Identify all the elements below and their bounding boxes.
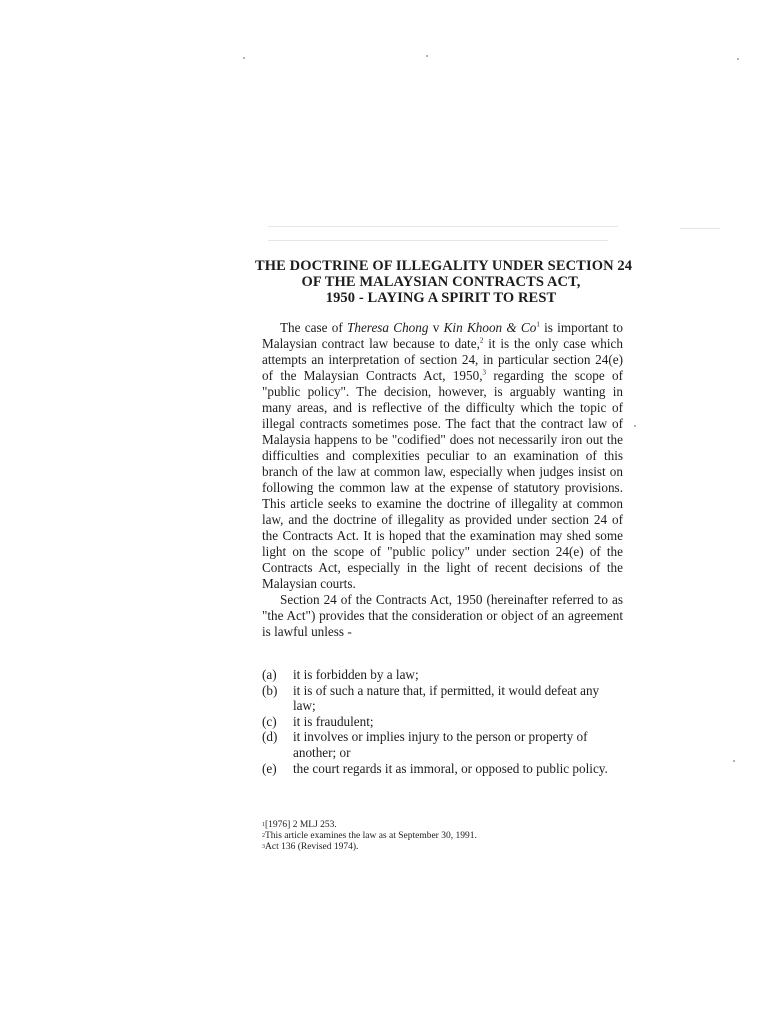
title-line-2: OF THE MALAYSIAN CONTRACTS ACT,: [301, 274, 581, 290]
title-line-1: THE DOCTRINE OF ILLEGALITY UNDER SECTION 24: [255, 258, 633, 274]
footnote-text: [1976] 2 MLJ 253.: [265, 820, 337, 830]
condition-label: (a): [262, 667, 277, 682]
footnote: [262, 820, 623, 831]
footnote-mark: 3: [262, 844, 265, 850]
condition-text: it is fraudulent;: [293, 713, 374, 729]
footnote-mark: 1: [262, 822, 265, 828]
footnote-ref-1: 1: [536, 320, 540, 329]
case-party-2: Kin Khoon & Co: [443, 320, 537, 335]
intro-paragraph: The case of Theresa Chong v Kin Khoon & Co$^1$ is important to Malaysian contract law because to date,$^2$ it is the only case which attempts an interpretation of section 24, in particular section 24(e) of the Malaysian Contracts Act, 1950,$^3$ regarding the scope of "public policy". The decision, however, is arguably wanting in many areas, and is reflective of the difficulty which the topic of illegal contracts sometimes pose. The fact that the contract law of Malaysia happens to be "codified" does not necessarily iron out the difficulties and complexities peculiar to an examination of this branch of the law at common law, especially when judges insist on following the common law at the expense of statutory provisions. This article seeks to examine the doctrine of illegality at common law, and the doctrine of illegality as provided under section 24 of the Contracts Act. It is hoped that the examination may shed some light on the scope of "public policy" under section 24(e) of the Contracts Act, especially in the light of recent decisions of the Malaysian courts.: [262, 320, 623, 591]
bleed-through-line: [680, 228, 720, 229]
case-party-1: Theresa Chong: [347, 320, 429, 335]
scan-speck: [634, 425, 636, 427]
condition-label: (b): [262, 682, 278, 698]
condition-label: (c): [262, 713, 277, 729]
scan-speck: [426, 55, 428, 57]
scan-speck: [243, 57, 245, 59]
footnote-text: This article examines the law as at September 30, 1991.: [265, 831, 477, 841]
bleed-through-line: [268, 226, 618, 227]
condition-item: [262, 761, 623, 777]
condition-label: (d): [262, 729, 278, 745]
footnote-ref-2: 2: [479, 336, 484, 345]
condition-item: [262, 714, 623, 730]
condition-item: [262, 729, 623, 760]
condition-text: it is of such a nature that, if permitted, it would defeat any law;: [293, 682, 600, 714]
condition-item: [262, 683, 623, 714]
condition-item: [262, 667, 623, 683]
article-body: [262, 320, 623, 640]
footnote-ref-3: 3: [482, 368, 487, 377]
condition-text: it is forbidden by a law;: [293, 667, 419, 682]
footnote: [262, 831, 623, 842]
title-line-3: 1950 - LAYING A SPIRIT TO REST: [325, 290, 557, 306]
section-24-paragraph: Section 24 of the Contracts Act, 1950 (hereinafter referred to as "the Act") provides that the consideration or object of an agreement is lawful unless -: [262, 592, 623, 639]
footnote: [262, 842, 623, 853]
article-title: [255, 258, 633, 306]
bleed-through-line: [268, 240, 608, 241]
condition-label: (e): [262, 760, 277, 776]
condition-text: it involves or implies injury to the person or property of another; or: [293, 729, 588, 760]
conditions-list: [262, 667, 623, 776]
condition-text: the court regards it as immoral, or opposed to public policy.: [293, 760, 608, 776]
scan-speck: [737, 58, 739, 60]
footnotes: [262, 820, 623, 853]
scan-speck: [733, 760, 735, 762]
footnote-text: Act 136 (Revised 1974).: [265, 842, 359, 852]
footnote-mark: 2: [262, 833, 265, 839]
